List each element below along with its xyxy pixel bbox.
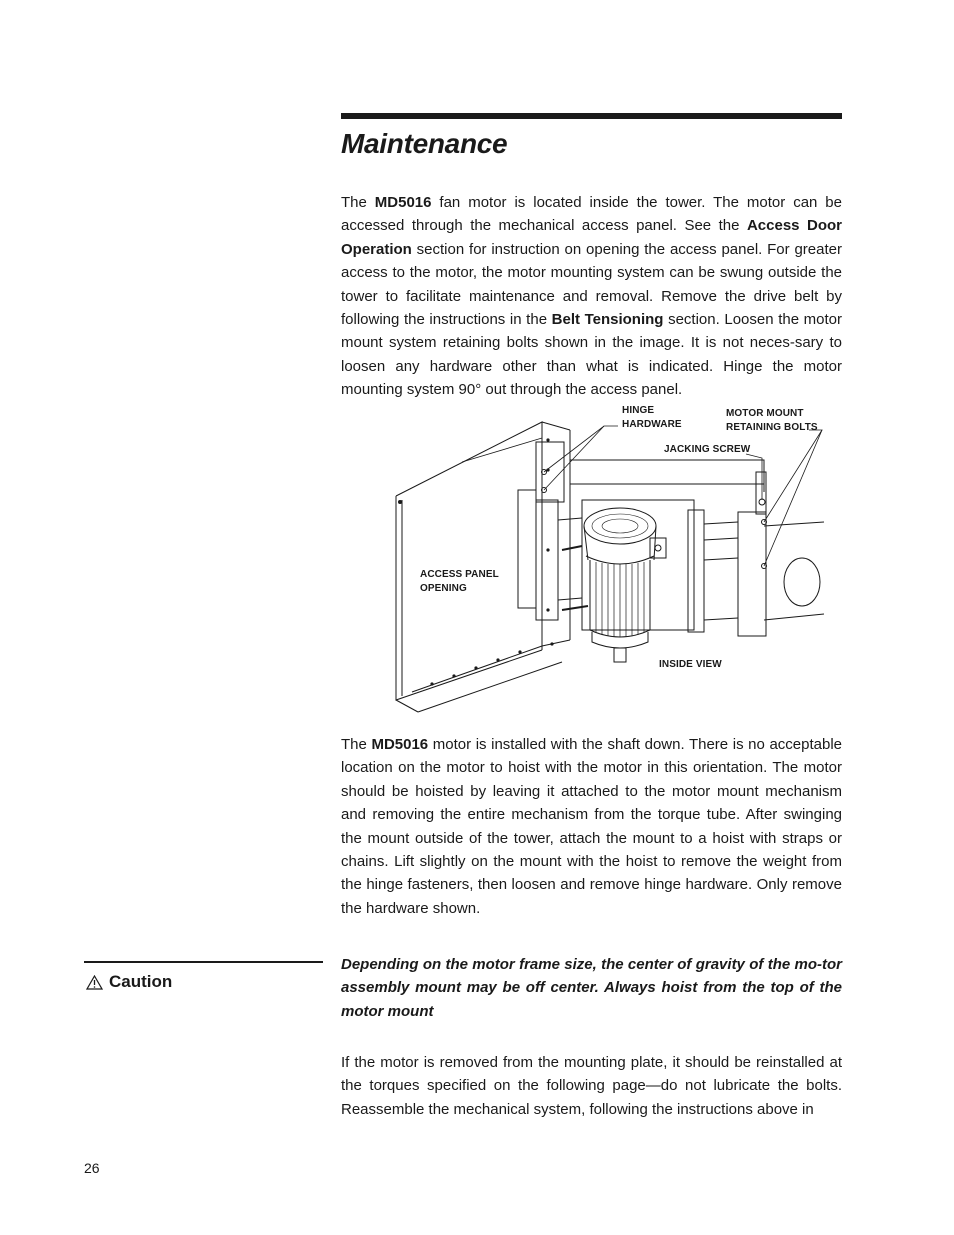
intro-paragraph — [341, 191, 842, 402]
intro-text-1: The — [341, 194, 375, 211]
label-inside-view: INSIDE VIEW — [659, 659, 722, 670]
hoist-model-bold: MD5016 — [371, 736, 429, 753]
caution-text: Depending on the motor frame size, the center of gravity of the mo-tor assembly mount may be off center. Always hoist from the top of the motor mount — [341, 956, 842, 1020]
intro-model-bold: MD5016 — [374, 194, 432, 211]
caution-rule — [84, 961, 323, 963]
reinstall-paragraph: If the motor is removed from the mounting plate, it should be reinstalled at the torques specified on the following page—do not lubricate the bolts. Reassemble the mechanical system, following the instructions above in — [341, 1054, 842, 1118]
warning-triangle-icon — [86, 975, 103, 990]
section-top-rule — [341, 113, 842, 119]
intro-belt-tensioning-bold: Belt Tensioning — [551, 311, 664, 329]
caution-heading — [86, 972, 172, 992]
intro-text-3: section for instruction on opening the access panel. For greater access to the motor, the motor mounting system can be swung outside the tower to facilitate maintenance and removal. Remove the drive belt by following the instructions in the — [341, 240, 842, 329]
intro-access-door-bold: Access Door Operation — [341, 217, 842, 258]
hoist-text-1: The — [341, 736, 372, 753]
page-title: Maintenance — [341, 128, 508, 159]
caution-label: Caution — [109, 972, 173, 991]
motor-mount-illustration — [392, 400, 842, 718]
hoist-text-2: motor is installed with the shaft down. There is no acceptable location on the motor to hoist with the motor in this orientation. The motor should be hoisted by leaving it attached to the motor mount mechanism and removing the entire mechanism from the torque tube. After swinging the mount outside of the tower, attach the mount to a hoist with straps or chains. Lift slightly on the mount with the hoist to remove the weight from the hinge fasteners, then loosen and remove hinge hardware. Only remove the hardware shown. — [341, 736, 843, 917]
label-hinge-hardware: HINGE HARDWARE — [622, 405, 682, 430]
label-jacking-screw: JACKING SCREW — [664, 444, 751, 455]
intro-text-2: fan motor is located inside the tower. The motor can be accessed through the mechanical access panel. See the — [341, 194, 842, 235]
label-access-panel-opening: ACCESS PANEL OPENING — [420, 569, 499, 594]
page-number: 26 — [84, 1160, 100, 1176]
motor-mount-figure — [392, 400, 842, 718]
hoist-paragraph — [341, 733, 842, 920]
intro-text-4: section. Loosen the motor mount system retaining bolts shown in the image. It is not neces-sary to loosen any hardware other than what is indicated. Hinge the motor mounting system 90° out through the access panel. — [341, 311, 842, 399]
label-motor-mount-retaining-bolts: MOTOR MOUNT RETAINING BOLTS — [726, 408, 818, 433]
